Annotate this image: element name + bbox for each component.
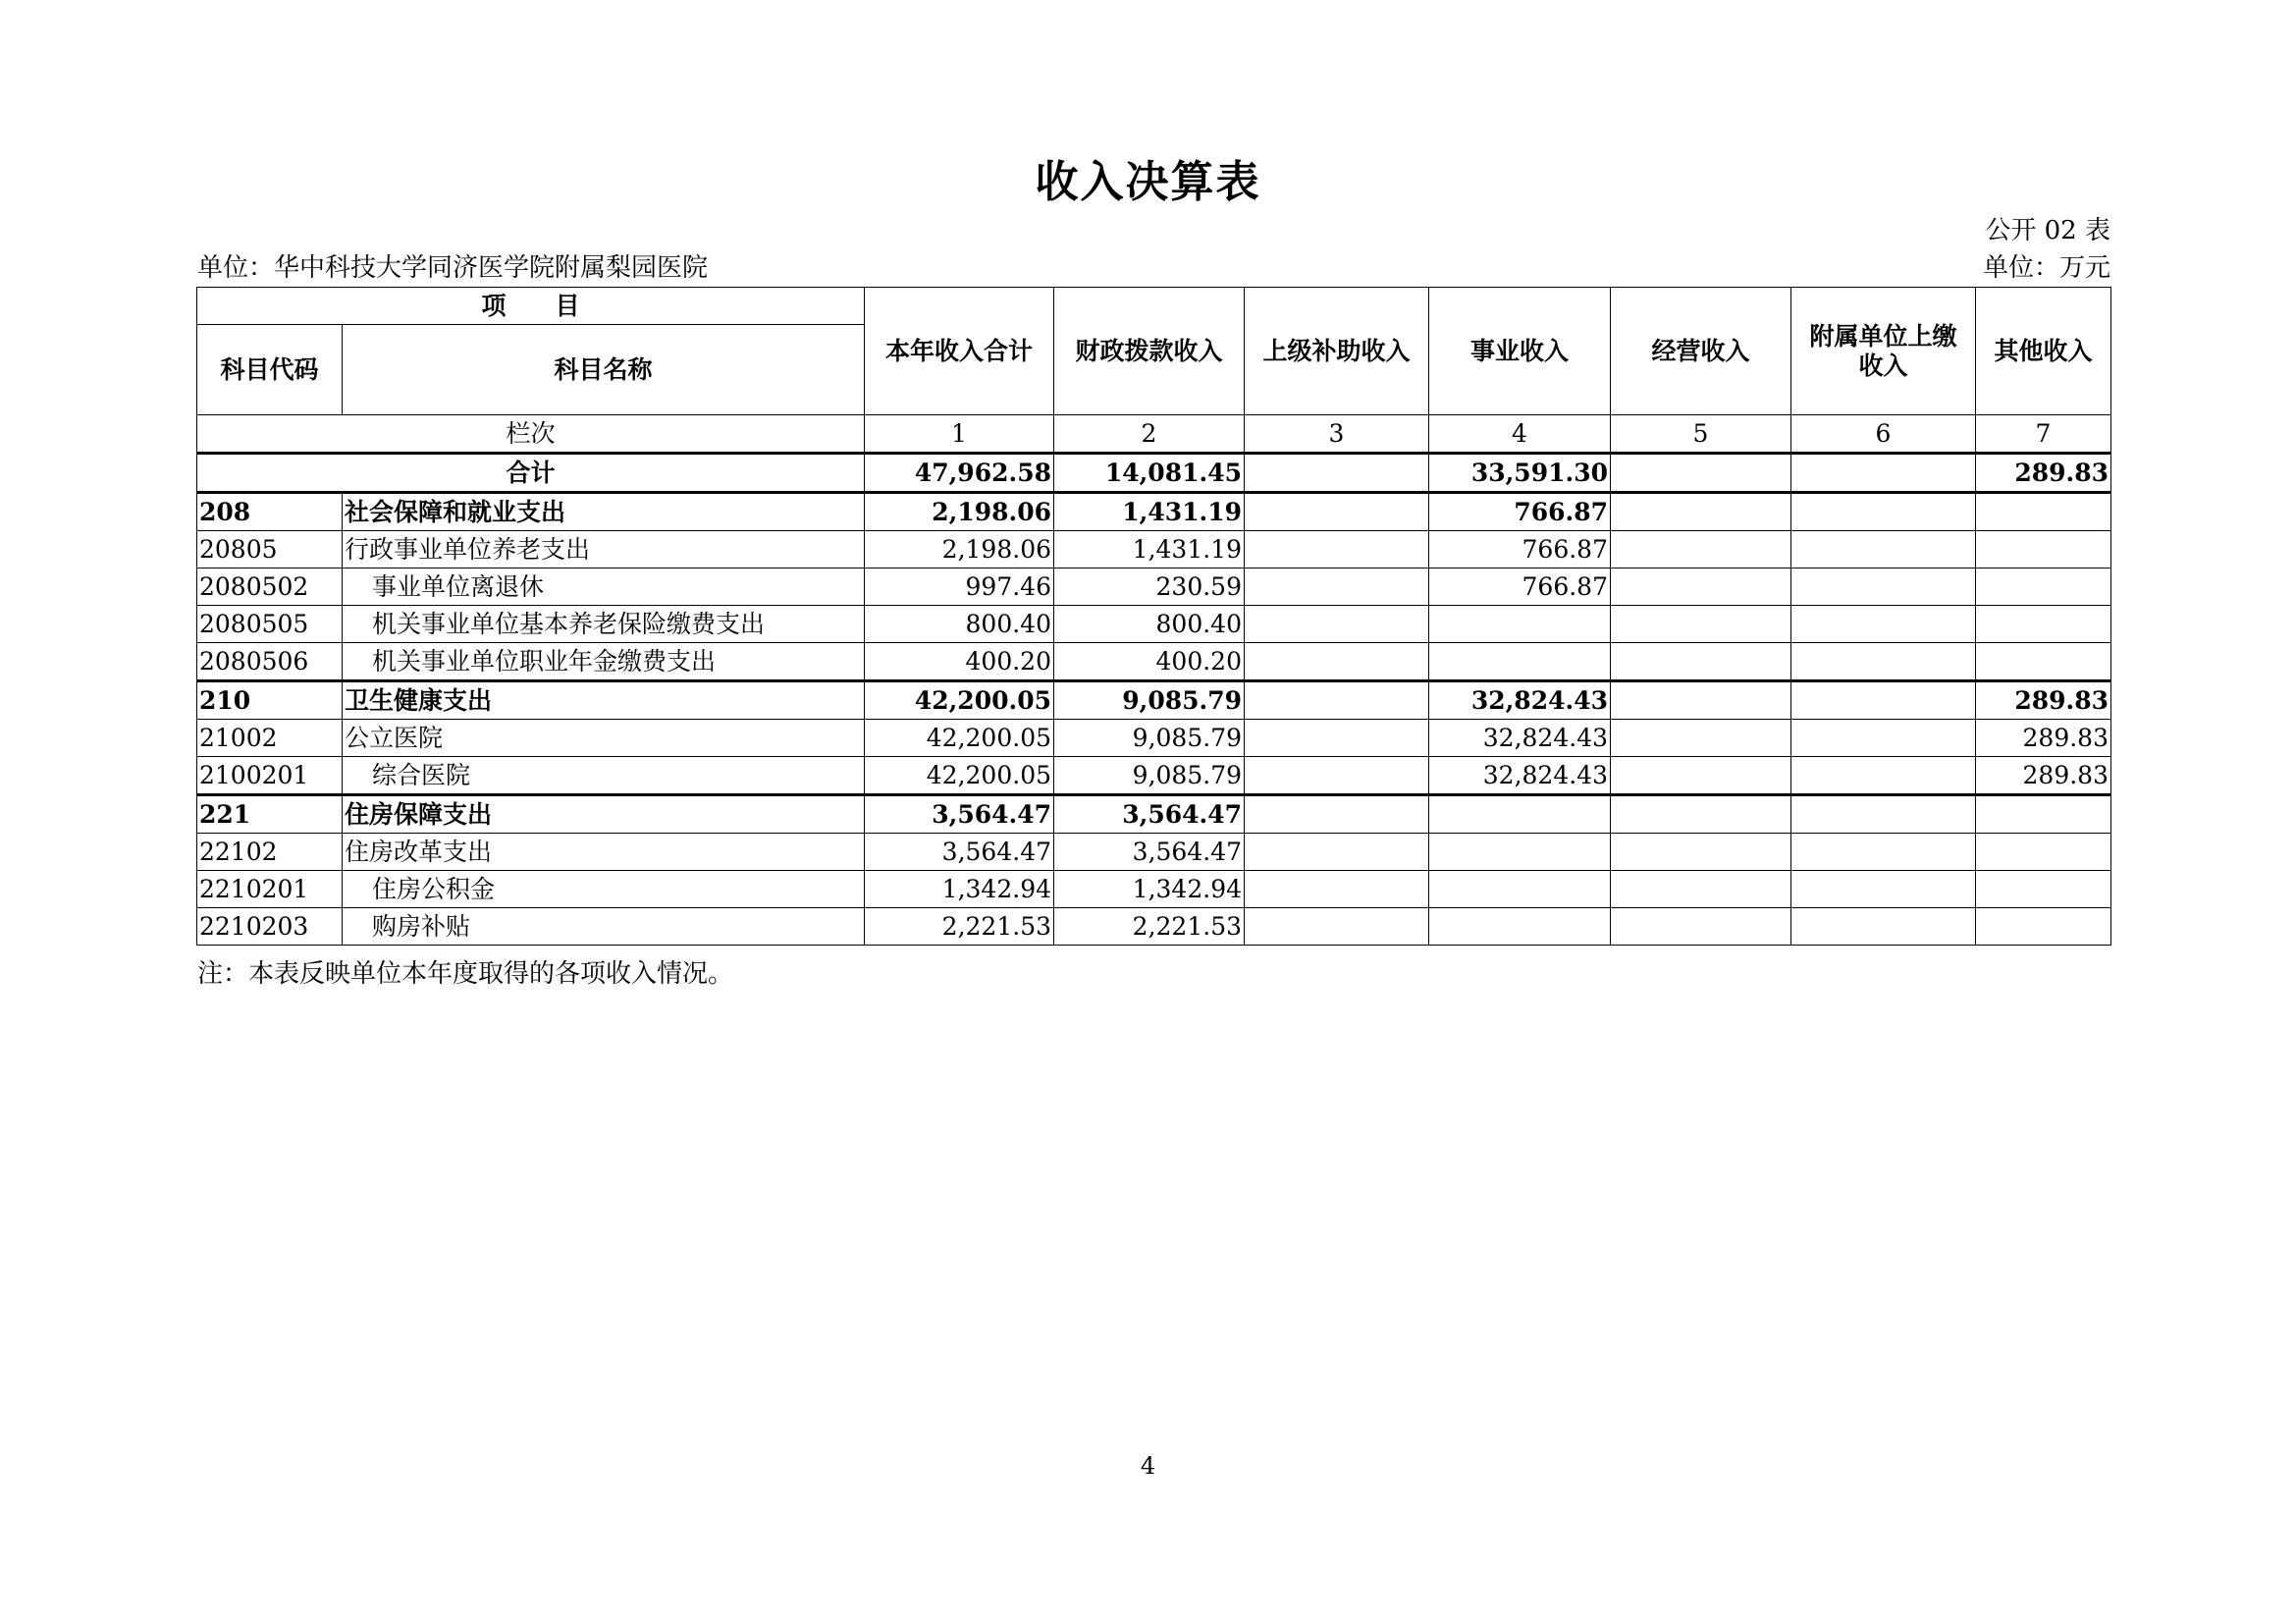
value-cell: 9,085.79 — [1054, 757, 1245, 795]
value-cell: 289.83 — [1976, 757, 2111, 795]
value-cell — [1976, 795, 2111, 834]
page-number: 4 — [1140, 1452, 1156, 1480]
header-col-4: 事业收入 — [1429, 288, 1611, 415]
subject-code: 20805 — [197, 531, 343, 568]
value-cell: 3,564.47 — [865, 795, 1054, 834]
value-cell: 2,221.53 — [865, 908, 1054, 946]
value-cell — [1611, 643, 1791, 681]
value-cell — [1611, 795, 1791, 834]
value-cell — [1245, 908, 1429, 946]
value-cell: 42,200.05 — [865, 681, 1054, 720]
subject-code: 2080502 — [197, 568, 343, 606]
value-cell — [1976, 834, 2111, 871]
value-cell — [1245, 531, 1429, 568]
value-cell — [1976, 531, 2111, 568]
value-cell — [1791, 720, 1976, 757]
value-cell — [1611, 606, 1791, 643]
table-row — [197, 531, 2111, 568]
value-cell: 230.59 — [1054, 568, 1245, 606]
header-project: 项 目 — [197, 288, 865, 325]
subject-code: 22102 — [197, 834, 343, 871]
subject-code: 2080505 — [197, 606, 343, 643]
table-row — [197, 568, 2111, 606]
table-row — [197, 795, 2111, 834]
subject-code: 221 — [197, 795, 343, 834]
column-number: 7 — [1976, 415, 2111, 454]
subject-name: 购房补贴 — [343, 908, 865, 946]
total-value — [1791, 454, 1976, 493]
value-cell — [1611, 681, 1791, 720]
value-cell: 766.87 — [1429, 493, 1611, 531]
total-value: 14,081.45 — [1054, 454, 1245, 493]
subject-name: 机关事业单位职业年金缴费支出 — [343, 643, 865, 681]
value-cell: 997.46 — [865, 568, 1054, 606]
total-label: 合计 — [197, 454, 865, 493]
column-number: 5 — [1611, 415, 1791, 454]
header-col-6-label: 附属单位上缴收入 — [1809, 321, 1957, 380]
table-row — [197, 871, 2111, 908]
value-cell — [1791, 795, 1976, 834]
subject-code: 210 — [197, 681, 343, 720]
header-name: 科目名称 — [343, 325, 865, 415]
value-cell: 32,824.43 — [1429, 757, 1611, 795]
value-cell — [1429, 908, 1611, 946]
value-cell — [1429, 834, 1611, 871]
column-number: 4 — [1429, 415, 1611, 454]
header-code: 科目代码 — [197, 325, 343, 415]
income-table — [196, 287, 2111, 946]
subject-name: 事业单位离退休 — [343, 568, 865, 606]
value-cell — [1245, 681, 1429, 720]
value-cell — [1245, 643, 1429, 681]
value-cell — [1791, 908, 1976, 946]
column-index-label: 栏次 — [197, 415, 865, 454]
value-cell — [1429, 643, 1611, 681]
value-cell — [1429, 871, 1611, 908]
value-cell — [1245, 834, 1429, 871]
column-number: 6 — [1791, 415, 1976, 454]
subject-name: 社会保障和就业支出 — [343, 493, 865, 531]
value-cell — [1245, 606, 1429, 643]
subject-code: 21002 — [197, 720, 343, 757]
subject-code: 2210201 — [197, 871, 343, 908]
value-cell — [1976, 871, 2111, 908]
value-cell: 42,200.05 — [865, 757, 1054, 795]
value-cell — [1791, 606, 1976, 643]
table-row — [197, 908, 2111, 946]
value-cell — [1976, 908, 2111, 946]
subject-code: 2210203 — [197, 908, 343, 946]
form-number: 公开 02 表 — [1985, 216, 2110, 245]
column-number: 2 — [1054, 415, 1245, 454]
subject-name: 公立医院 — [343, 720, 865, 757]
value-cell: 42,200.05 — [865, 720, 1054, 757]
value-cell — [1791, 568, 1976, 606]
value-cell: 3,564.47 — [865, 834, 1054, 871]
value-cell — [1976, 643, 2111, 681]
header-col-6 — [1791, 288, 1976, 415]
value-cell — [1976, 606, 2111, 643]
value-cell — [1791, 493, 1976, 531]
value-cell — [1611, 834, 1791, 871]
value-cell: 1,342.94 — [1054, 871, 1245, 908]
header-col-5: 经营收入 — [1611, 288, 1791, 415]
total-value: 33,591.30 — [1429, 454, 1611, 493]
table-row — [197, 606, 2111, 643]
unit-currency: 单位：万元 — [1982, 253, 2110, 283]
header-col-2: 财政拨款收入 — [1054, 288, 1245, 415]
value-cell — [1976, 568, 2111, 606]
value-cell: 32,824.43 — [1429, 681, 1611, 720]
value-cell — [1245, 493, 1429, 531]
value-cell — [1791, 531, 1976, 568]
value-cell — [1611, 908, 1791, 946]
subject-code: 2100201 — [197, 757, 343, 795]
value-cell — [1611, 757, 1791, 795]
subject-code: 2080506 — [197, 643, 343, 681]
total-value — [1611, 454, 1791, 493]
value-cell — [1791, 643, 1976, 681]
value-cell: 289.83 — [1976, 720, 2111, 757]
subject-name: 机关事业单位基本养老保险缴费支出 — [343, 606, 865, 643]
value-cell: 3,564.47 — [1054, 834, 1245, 871]
subject-name: 住房保障支出 — [343, 795, 865, 834]
subject-code: 208 — [197, 493, 343, 531]
value-cell: 400.20 — [1054, 643, 1245, 681]
subject-name: 住房改革支出 — [343, 834, 865, 871]
table-row — [197, 681, 2111, 720]
value-cell: 1,342.94 — [865, 871, 1054, 908]
subject-name: 卫生健康支出 — [343, 681, 865, 720]
subject-name: 行政事业单位养老支出 — [343, 531, 865, 568]
header-col-7: 其他收入 — [1976, 288, 2111, 415]
value-cell — [1611, 871, 1791, 908]
value-cell: 9,085.79 — [1054, 720, 1245, 757]
value-cell: 766.87 — [1429, 531, 1611, 568]
total-value: 289.83 — [1976, 454, 2111, 493]
value-cell: 3,564.47 — [1054, 795, 1245, 834]
footnote: 注：本表反映单位本年度取得的各项收入情况。 — [197, 959, 734, 989]
value-cell — [1611, 568, 1791, 606]
header-col-1: 本年收入合计 — [865, 288, 1054, 415]
value-cell — [1245, 795, 1429, 834]
value-cell: 800.40 — [865, 606, 1054, 643]
total-value: 47,962.58 — [865, 454, 1054, 493]
value-cell: 1,431.19 — [1054, 531, 1245, 568]
value-cell: 32,824.43 — [1429, 720, 1611, 757]
table-row — [197, 757, 2111, 795]
value-cell — [1611, 531, 1791, 568]
value-cell — [1791, 681, 1976, 720]
table-row — [197, 720, 2111, 757]
table-row — [197, 834, 2111, 871]
value-cell — [1429, 795, 1611, 834]
value-cell — [1245, 568, 1429, 606]
total-value — [1245, 454, 1429, 493]
subject-name: 住房公积金 — [343, 871, 865, 908]
column-number: 3 — [1245, 415, 1429, 454]
unit-organization: 单位：华中科技大学同济医学院附属梨园医院 — [197, 253, 709, 283]
value-cell: 800.40 — [1054, 606, 1245, 643]
value-cell — [1791, 834, 1976, 871]
page-title: 收入决算表 — [1035, 157, 1261, 207]
value-cell — [1611, 493, 1791, 531]
value-cell — [1976, 493, 2111, 531]
table-row — [197, 643, 2111, 681]
value-cell — [1429, 606, 1611, 643]
value-cell: 2,198.06 — [865, 531, 1054, 568]
value-cell — [1245, 871, 1429, 908]
value-cell — [1245, 757, 1429, 795]
value-cell: 766.87 — [1429, 568, 1611, 606]
value-cell — [1245, 720, 1429, 757]
value-cell: 9,085.79 — [1054, 681, 1245, 720]
value-cell: 289.83 — [1976, 681, 2111, 720]
value-cell: 2,198.06 — [865, 493, 1054, 531]
column-number: 1 — [865, 415, 1054, 454]
value-cell: 1,431.19 — [1054, 493, 1245, 531]
subject-name: 综合医院 — [343, 757, 865, 795]
table-row — [197, 493, 2111, 531]
header-col-3: 上级补助收入 — [1245, 288, 1429, 415]
value-cell: 400.20 — [865, 643, 1054, 681]
value-cell — [1611, 720, 1791, 757]
value-cell — [1791, 871, 1976, 908]
value-cell — [1791, 757, 1976, 795]
value-cell: 2,221.53 — [1054, 908, 1245, 946]
